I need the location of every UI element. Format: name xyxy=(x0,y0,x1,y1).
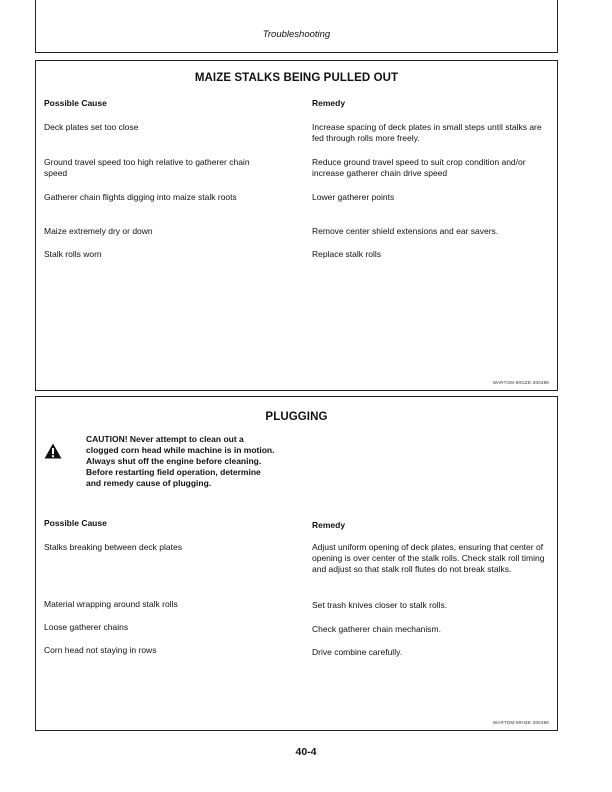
remedy-cell: Drive combine carefully. xyxy=(312,647,403,657)
possible-cause-header: Possible Cause xyxy=(44,518,107,528)
reference-code: WARTOM-80HZE-300488 xyxy=(493,720,549,725)
possible-cause-header: Possible Cause xyxy=(44,98,107,108)
remedy-header: Remedy xyxy=(312,520,346,530)
remedy-cell: Remove center shield extensions and ear savers. xyxy=(312,226,499,236)
cause-cell: Corn head not staying in rows xyxy=(44,645,157,655)
cause-cell: Stalks breaking between deck plates xyxy=(44,542,182,552)
section-title: MAIZE STALKS BEING PULLED OUT xyxy=(194,72,399,84)
cause-cell: Maize extremely dry or down xyxy=(44,226,153,236)
remedy-cell: Set trash knives closer to stalk rolls. xyxy=(312,600,448,610)
page-header xyxy=(35,0,558,53)
remedy-cell: Increase spacing of deck plates in small steps until stalks are fed through rolls more freely. xyxy=(312,122,542,143)
remedy-header: Remedy xyxy=(312,98,346,108)
plugging-section xyxy=(35,396,558,731)
remedy-cell: Lower gatherer points xyxy=(312,192,395,202)
caution-message: CAUTION! Never attempt to clean out a clogged corn head while machine is in motion. Always shut off the engine before cleaning. Before restarting field operation, determine and remedy cause of plugging. xyxy=(86,434,275,488)
warning-triangle-icon xyxy=(44,443,62,459)
cause-cell: Loose gatherer chains xyxy=(44,622,129,632)
remedy-cell: Check gatherer chain mechanism. xyxy=(312,624,441,634)
remedy-cell: Reduce ground travel speed to suit crop condition and/or increase gatherer chain drive speed xyxy=(312,157,526,178)
cause-cell: Ground travel speed too high relative to gatherer chain speed xyxy=(44,157,250,178)
remedy-cell: Replace stalk rolls xyxy=(312,249,381,259)
cause-cell: Material wrapping around stalk rolls xyxy=(44,599,178,609)
maize-stalks-section xyxy=(35,60,558,391)
cause-cell: Gatherer chain flights digging into maize stalk roots xyxy=(44,192,237,202)
page-section-title: Troubleshooting xyxy=(262,29,331,40)
section-title: PLUGGING xyxy=(265,411,328,423)
cause-cell: Deck plates set too close xyxy=(44,122,139,132)
cause-cell: Stalk rolls worn xyxy=(44,249,102,259)
remedy-cell: Adjust uniform opening of deck plates, ensuring that center of opening is over center of the stalk rolls. Check stalk roll timing and adjust so that stalk roll flutes do not break stalks. xyxy=(312,542,545,574)
page-number: 40-4 xyxy=(295,746,317,758)
reference-code: WARTOM-80GZE-300488 xyxy=(492,380,549,385)
